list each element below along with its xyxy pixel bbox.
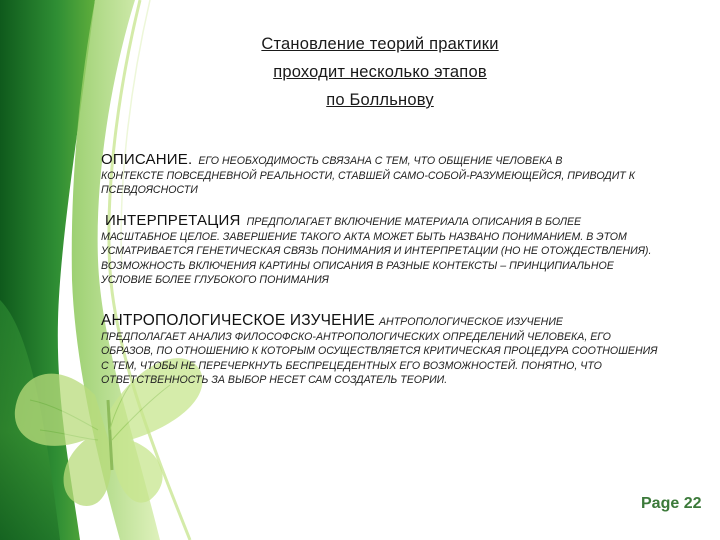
- section-heading: ОПИСАНИЕ.: [101, 151, 193, 168]
- title-line-3: по Болльнову: [326, 91, 434, 109]
- section-body: ПРЕДПОЛАГАЕТ АНАЛИЗ ФИЛОСОФСКО-АНТРОПОЛОГИЧЕСКИХ ОПРЕДЕЛЕНИЙ ЧЕЛОВЕКА, ЕГО ОБРАЗОВ, ПО ОТНОШЕНИЮ К КОТОРЫМ ОСУЩЕСТВЛЯЕТСЯ КРИТИЧЕСКАЯ ПРОЦЕДУРА СООТНОШЕНИЯ С ТЕМ, ЧТОБЫ НЕ ПЕРЕЧЕРКНУТЬ БЕСПРЕЦЕДЕНТНЫХ ЕГО ВОЗМОЖНОСТЕЙ. ПОНЯТНО, ЧТО ОТВЕТСТВЕННОСТЬ ЗА ВЫБОР НЕСЕТ САМ СОЗДАТЕЛЬ ТЕОРИИ.: [101, 330, 658, 386]
- section-lead: ЕГО НЕОБХОДИМОСТЬ СВЯЗАНА С ТЕМ, ЧТО ОБЩЕНИЕ ЧЕЛОВЕКА В: [198, 155, 563, 167]
- slide-title: [170, 30, 590, 114]
- section-description: [101, 153, 666, 198]
- title-line-2: проходит несколько этапов: [273, 63, 487, 81]
- section-interpretation: [101, 214, 666, 288]
- section-lead: ПРЕДПОЛАГАЕТ ВКЛЮЧЕНИЕ МАТЕРИАЛА ОПИСАНИЯ В БОЛЕЕ: [246, 216, 582, 228]
- section-body: КОНТЕКСТЕ ПОВСЕДНЕВНОЙ РЕАЛЬНОСТИ, СТАВШЕЙ САМО-СОБОЙ-РАЗУМЕЮЩЕЙСЯ, ПРИВОДИТ К ПСЕВДОЯСНОСТИ: [101, 169, 635, 196]
- page-number: Page 22: [641, 495, 702, 512]
- section-heading: ИНТЕРПРЕТАЦИЯ: [105, 212, 241, 229]
- section-lead: АНТРОПОЛОГИЧЕСКОЕ ИЗУЧЕНИЕ: [378, 316, 563, 328]
- section-anthropological: [101, 314, 666, 388]
- section-body: МАСШТАБНОЕ ЦЕЛОЕ. ЗАВЕРШЕНИЕ ТАКОГО АКТА МОЖЕТ БЫТЬ НАЗВАНО ПОНИМАНИЕМ. В ЭТОМ УСМАТРИВАЕТСЯ ГЕНЕТИЧЕСКАЯ СВЯЗЬ ПОНИМАНИЯ И ИНТЕРПРЕТАЦИИ (НО НЕ ОТОЖДЕСТВЛЕНИЯ). ВОЗМОЖНОСТЬ ВКЛЮЧЕНИЯ КАРТИНЫ ОПИСАНИЯ В РАЗНЫЕ КОНТЕКСТЫ – ПРИНЦИПИАЛЬНОЕ УСЛОВИЕ БОЛЕЕ ГЛУБОКОГО ПОНИМАНИЯ: [101, 230, 652, 286]
- title-line-1: Становление теорий практики: [261, 35, 499, 53]
- section-heading: АНТРОПОЛОГИЧЕСКОЕ ИЗУЧЕНИЕ: [101, 312, 375, 329]
